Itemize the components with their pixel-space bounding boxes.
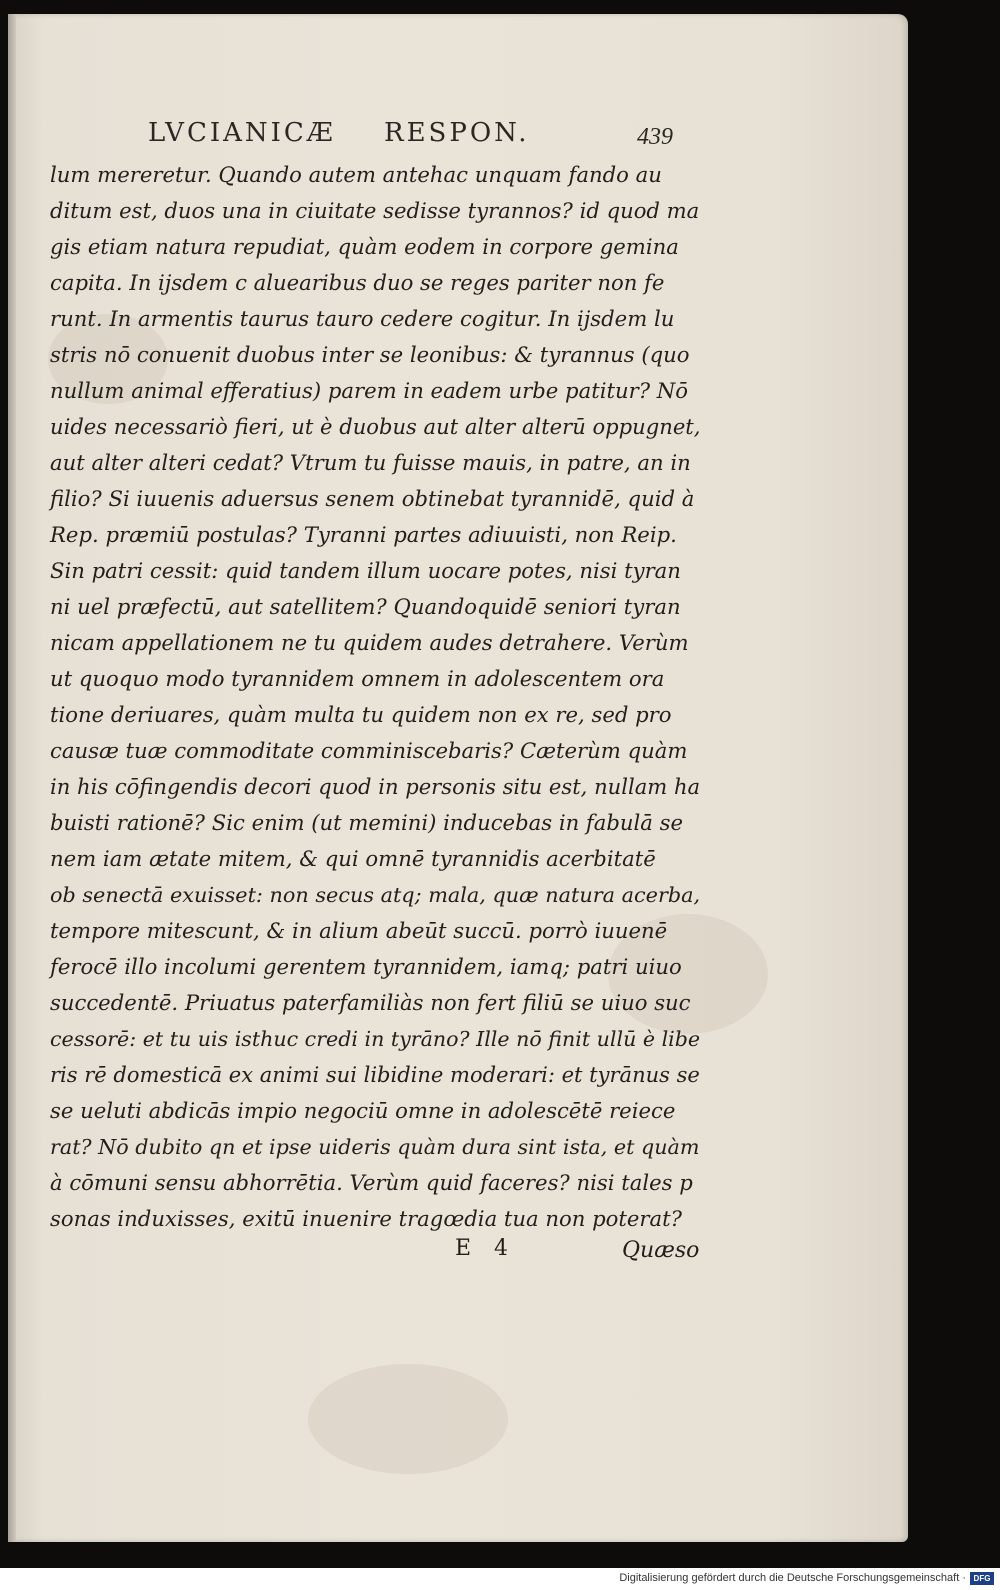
credit-bar: [0, 1568, 1000, 1590]
text-line: ni uel præfectū, aut satellitem? Quandoquidē seniori tyran: [50, 594, 681, 619]
page-number: 439: [637, 124, 673, 150]
text-line: sonas induxisses, exitū inuenire tragœdia tua non poterat?: [50, 1206, 682, 1231]
text-line: nullum animal efferatius) parem in eadem urbe patitur? Nō: [50, 378, 689, 403]
text-line: Sin patri cessit: quid tandem illum uocare potes, nisi tyran: [50, 558, 681, 583]
text-line: buisti rationē? Sic enim (ut memini) inducebas in fabulā se: [50, 810, 684, 835]
text-line: ob senectā exuisset: non secus atq; mala, quæ natura acerba,: [50, 883, 701, 907]
body-text: [50, 157, 710, 1237]
text-line: tempore mitescunt, & in alium abeūt succū. porrò iuuenē: [50, 918, 668, 943]
text-line: aut alter alteri cedat? Vtrum tu fuisse mauis, in patre, an in: [50, 450, 691, 475]
running-head: [0, 0, 1000, 160]
page-gutter-shadow: [8, 14, 16, 1542]
text-line: se ueluti abdicās impio negociū omne in adolescētē reiece: [50, 1098, 676, 1123]
text-line: nem iam ætate mitem, & qui omnē tyrannidis acerbitatē: [50, 846, 656, 871]
text-line: stris nō conuenit duobus inter se leonibus: & tyrannus (quo: [50, 342, 690, 367]
page-footer: [0, 1236, 1000, 1276]
text-line: ut quoquo modo tyrannidem omnem in adolescentem ora: [50, 666, 665, 691]
text-line: cessorē: et tu uis isthuc credi in tyrāno? Ille nō finit ullū è libe: [50, 1027, 701, 1051]
text-line: lum mereretur. Quando autem antehac unquam fando au: [50, 162, 662, 187]
running-head-word: RESPON.: [384, 118, 530, 148]
funding-credit: Digitalisierung gefördert durch die Deutsche Forschungsgemeinschaft ·: [619, 1572, 966, 1584]
text-line: Rep. præmiū postulas? Tyranni partes adiuuisti, non Reip.: [50, 522, 677, 547]
text-line: gis etiam natura repudiat, quàm eodem in corpore gemina: [50, 234, 679, 259]
catchword: Quæso: [622, 1238, 700, 1263]
signature-mark: E 4: [455, 1236, 517, 1261]
text-line: à cōmuni sensu abhorrētia. Verùm quid faceres? nisi tales p: [50, 1170, 693, 1195]
text-line: nicam appellationem ne tu quidem audes detrahere. Verùm: [50, 630, 689, 655]
text-line: uides necessariò fieri, ut è duobus aut alter alterū oppugnet,: [50, 414, 701, 439]
text-line: ditum est, duos una in ciuitate sedisse tyrannos? id quod ma: [50, 198, 700, 223]
text-line: succedentē. Priuatus paterfamiliàs non fert filiū se uiuo suc: [50, 990, 691, 1015]
text-line: rat? Nō dubito qn et ipse uideris quàm dura sint ista, et quàm: [50, 1135, 700, 1159]
text-line: in his cōfingendis decori quod in personis situ est, nullam ha: [50, 774, 701, 799]
text-line: tione deriuares, quàm multa tu quidem non ex re, sed pro: [50, 702, 672, 727]
text-line: runt. In armentis taurus tauro cedere cogitur. In ijsdem lu: [50, 306, 675, 331]
running-head-title: LVCIANICÆ: [148, 118, 336, 148]
text-line: filio? Si iuuenis aduersus senem obtinebat tyrannidē, quid à: [50, 486, 695, 511]
text-line: ris rē domesticā ex animi sui libidine moderari: et tyrānus se: [50, 1062, 700, 1087]
text-line: causæ tuæ commoditate comminiscebaris? Cæterùm quàm: [50, 738, 688, 763]
text-line: capita. In ijsdem c aluearibus duo se reges pariter non fe: [50, 270, 665, 295]
dfg-logo-icon: DFG: [970, 1572, 994, 1585]
paper-stain: [308, 1364, 508, 1474]
text-line: ferocē illo incolumi gerentem tyrannidem, iamq; patri uiuo: [50, 954, 682, 979]
